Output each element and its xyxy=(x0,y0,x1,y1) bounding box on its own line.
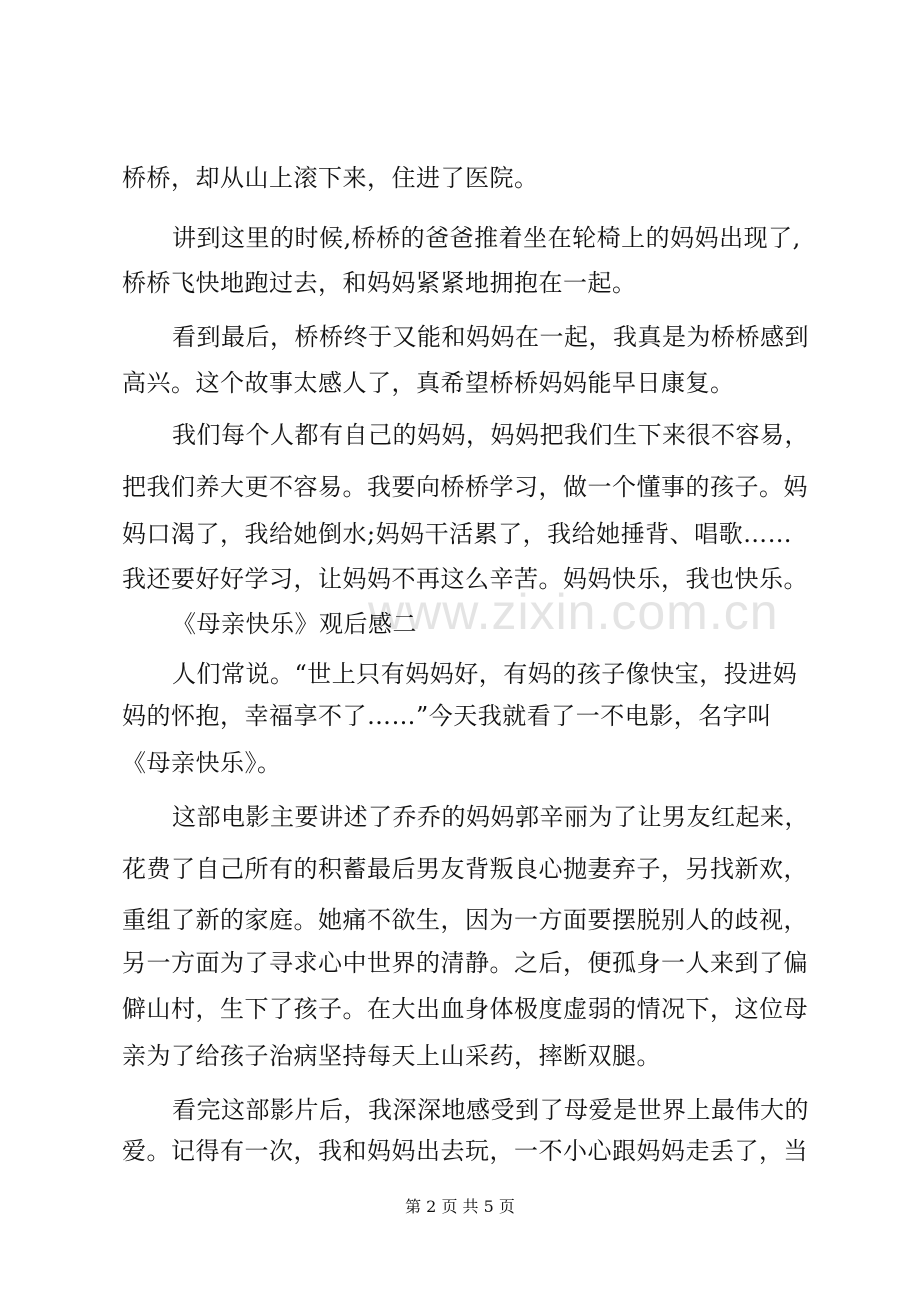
text-line-5: 高兴。这个故事太感人了，真希望桥桥妈妈能早日康复。 xyxy=(122,369,735,397)
text-line-16: 重组了新的家庭。她痛不欲生，因为一方面要摆脱别人的歧视， xyxy=(122,906,808,934)
text-line-4: 看到最后，桥桥终于又能和妈妈在一起，我真是为桥桥感到 xyxy=(172,323,809,351)
text-line-2: 讲到这里的时候,桥桥的爸爸推着坐在轮椅上的妈妈出现了, xyxy=(172,224,801,252)
text-line-11: 人们常说。“世上只有妈妈好，有妈的孩子像快宝，投进妈 xyxy=(172,660,798,688)
text-line-18: 僻山村，生下了孩子。在大出血身体极度虚弱的情况下，这位母 xyxy=(122,995,808,1023)
page-footer: 第 2 页 共 5 页 xyxy=(405,1197,515,1216)
text-line-9: 我还要好好学习，让妈妈不再这么辛苦。妈妈快乐，我也快乐。 xyxy=(122,565,808,593)
text-line-15: 花费了自己所有的积蓄最后男友背叛良心抛妻弃子，另找新欢， xyxy=(122,855,808,883)
text-line-3: 桥桥飞快地跑过去，和妈妈紧紧地拥抱在一起。 xyxy=(122,269,637,297)
text-line-6: 我们每个人都有自己的妈妈，妈妈把我们生下来很不容易， xyxy=(172,421,809,449)
text-line-14: 这部电影主要讲述了乔乔的妈妈郭辛丽为了让男友红起来， xyxy=(172,803,809,831)
text-line-12: 妈的怀抱，幸福享不了……”今天我就看了一不电影，名字叫 xyxy=(122,702,772,730)
text-line-17: 另一方面为了寻求心中世界的清静。之后，便孤身一人来到了偏 xyxy=(122,949,808,977)
text-line-8: 妈口渴了，我给她倒水;妈妈干活累了，我给她捶背、唱歌…… xyxy=(122,520,793,548)
text-line-1: 桥桥，却从山上滚下来，住进了医院。 xyxy=(122,164,539,192)
text-line-13: 《母亲快乐》。 xyxy=(122,749,282,777)
watermark-text: www.zixin.com.cn xyxy=(368,584,779,640)
text-line-20: 看完这部影片后，我深深地感受到了母爱是世界上最伟大的 xyxy=(172,1096,809,1124)
text-line-21: 爱。记得有一次，我和妈妈出去玩，一不小心跟妈妈走丢了，当 xyxy=(122,1137,808,1165)
section-heading: 《母亲快乐》观后感二 xyxy=(172,610,417,638)
text-line-19: 亲为了给孩子治病坚持每天上山采药，摔断双腿。 xyxy=(122,1042,661,1070)
text-line-7: 把我们养大更不容易。我要向桥桥学习，做一个懂事的孩子。妈 xyxy=(122,473,808,501)
